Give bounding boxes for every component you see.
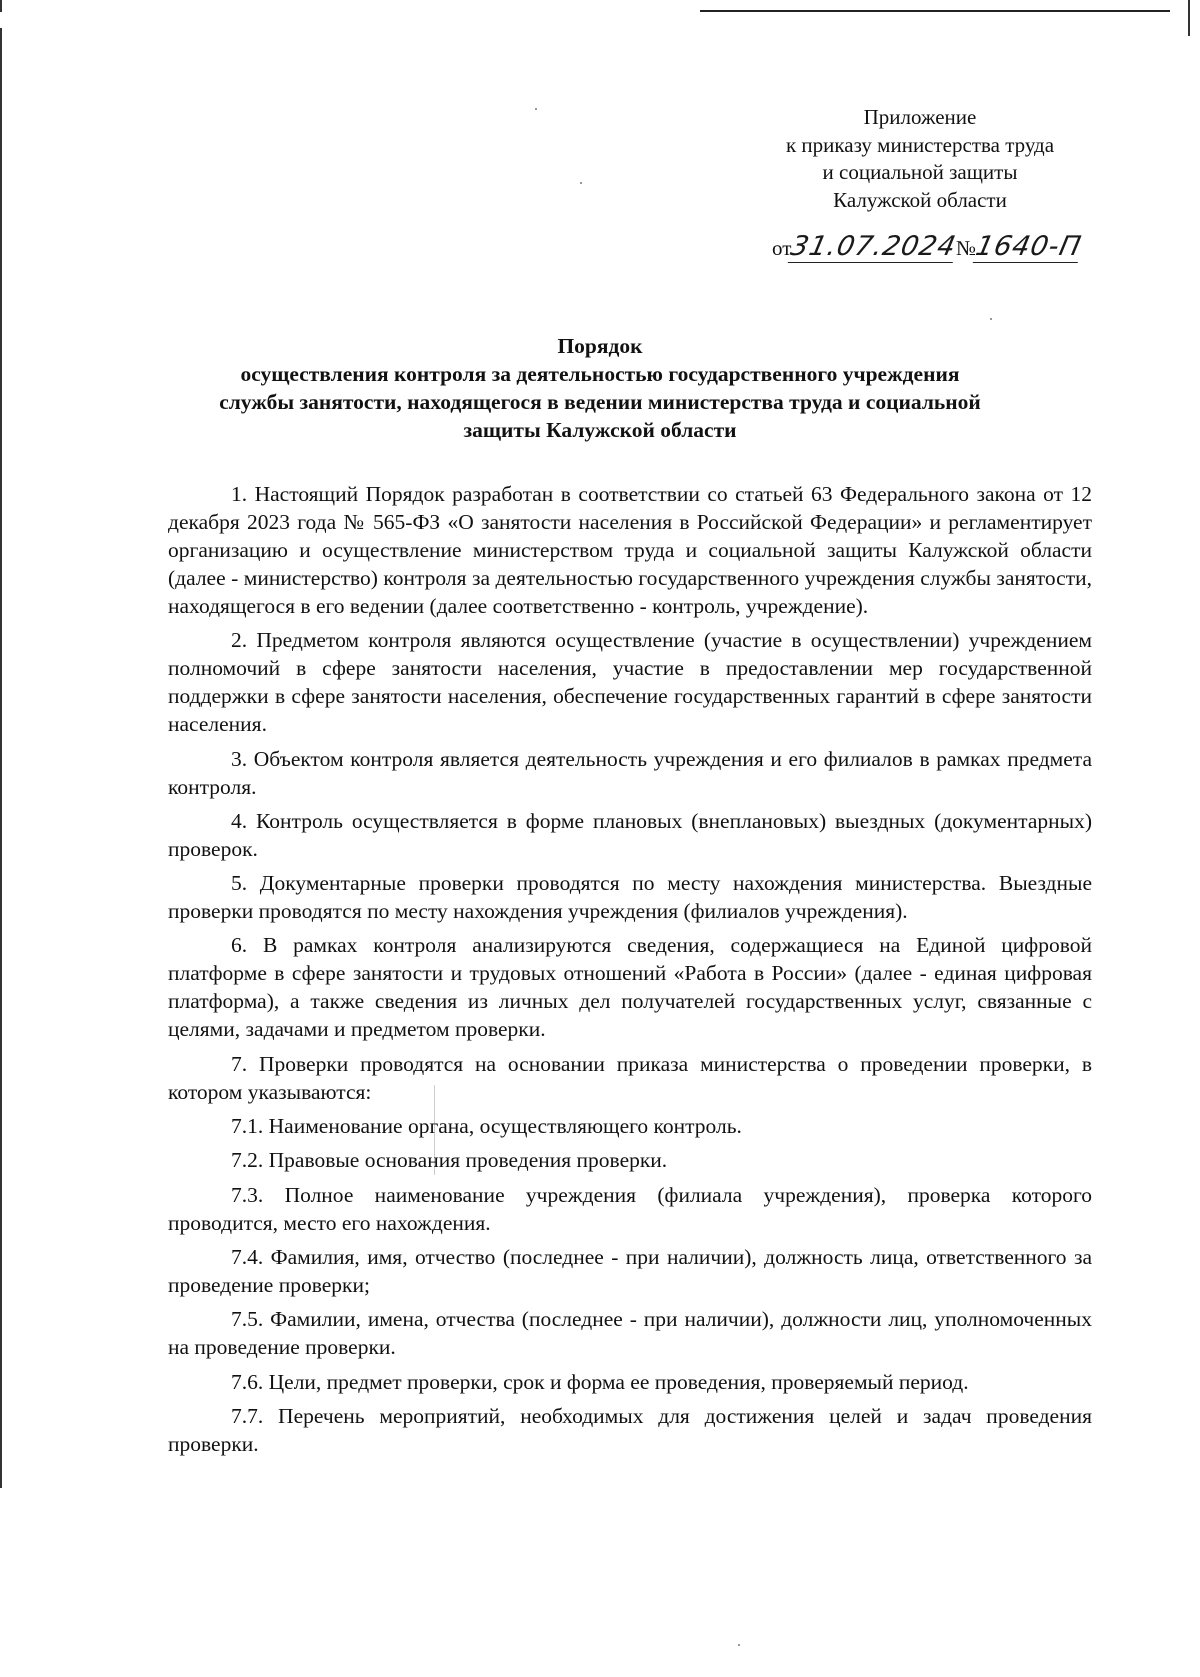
order-date-handwritten: 31.07.2024 [788, 231, 960, 262]
paragraph: 7.1. Наименование органа, осуществляющего контроль. [231, 1114, 742, 1139]
appendix-line: Приложение [863, 105, 977, 129]
scan-edge-mark [1188, 0, 1190, 36]
scan-speck [580, 182, 582, 184]
paragraph: 3. Объектом контроля является деятельность учреждения и его филиалов в рамках предмета контроля. [168, 746, 1092, 799]
appendix-line: Калужской области [833, 187, 1007, 212]
order-number-sign: № [956, 236, 977, 260]
scan-speck [738, 1644, 740, 1646]
paragraph: 4. Контроль осуществляется в форме плановых (внеплановых) выездных (документарных) проверок. [168, 808, 1092, 861]
title-line: осуществления контроля за деятельностью государственного учреждения [240, 362, 960, 386]
paragraph: 7.5. Фамилии, имена, отчества (последнее - при наличии), должности лиц, уполномоченных на проведение проверки. [168, 1307, 1092, 1360]
paragraph: 7.6. Цели, предмет проверки, срок и форма ее проведения, проверяемый период. [231, 1369, 969, 1394]
paragraph: 6. В рамках контроля анализируются сведения, содержащиеся на Единой цифровой платформе в сфере занятости и трудовых отношений «Работа в России» (далее - единая цифровая платформа), а также сведения из личных дел получателей государственных услуг, связанные с целями, задачами и предметом проверки. [168, 933, 1092, 1042]
document-title [130, 332, 1070, 444]
order-reference [772, 231, 1085, 263]
paragraph: 7.2. Правовые основания проведения проверки. [231, 1148, 668, 1173]
paragraph: 7. Проверки проводятся на основании приказа министерства о проведении проверки, в котором указываются: [168, 1051, 1092, 1104]
scan-speck [990, 318, 992, 320]
paragraph: 2. Предметом контроля являются осуществление (участие в осуществлении) учреждением полномочий в сфере занятости населения, участие в предоставлении мер государственной поддержки в сфере занятости населения, обеспечение государственных гарантий в сфере занятости населения. [168, 628, 1092, 737]
paragraph: 7.7. Перечень мероприятий, необходимых для достижения целей и задач проведения проверки. [168, 1403, 1092, 1456]
paragraph: 5. Документарные проверки проводятся по месту нахождения министерства. Выездные проверки проводятся по месту нахождения учреждения (филиалов учреждения). [168, 871, 1092, 924]
order-prefix: от [772, 236, 792, 260]
title-line: Порядок [557, 334, 643, 358]
paragraph: 7.4. Фамилия, имя, отчество (последнее - при наличии), должность лица, ответственного за проведение проверки; [168, 1244, 1092, 1297]
paragraph: 1. Настоящий Порядок разработан в соответствии со статьей 63 Федерального закона от 12 декабря 2023 года № 565-ФЗ «О занятости населения в Российской Федерации» и регламентирует организацию и осуществление министерством труда и социальной защиты Калужской области (далее - министерство) контроля за деятельностью государственного учреждения службы занятости, находящегося в его ведении (далее соответственно - контроль, учреждение). [168, 482, 1092, 618]
scan-top-rule [700, 10, 1170, 12]
appendix-block [740, 104, 1100, 214]
title-line: защиты Калужской области [463, 418, 737, 442]
order-number-handwritten: 1640-П [972, 231, 1085, 262]
paragraph: 7.3. Полное наименование учреждения (филиала учреждения), проверка которого проводится, место его нахождения. [168, 1182, 1092, 1235]
appendix-line: к приказу министерства труда [785, 132, 1055, 157]
document-body [168, 480, 1092, 1464]
title-line: службы занятости, находящегося в ведении министерства труда и социальной [219, 390, 981, 414]
appendix-line: и социальной защиты [822, 160, 1018, 184]
scan-edge-mark [0, 0, 2, 12]
scan-edge-mark [0, 28, 2, 1488]
scan-speck [535, 108, 537, 110]
